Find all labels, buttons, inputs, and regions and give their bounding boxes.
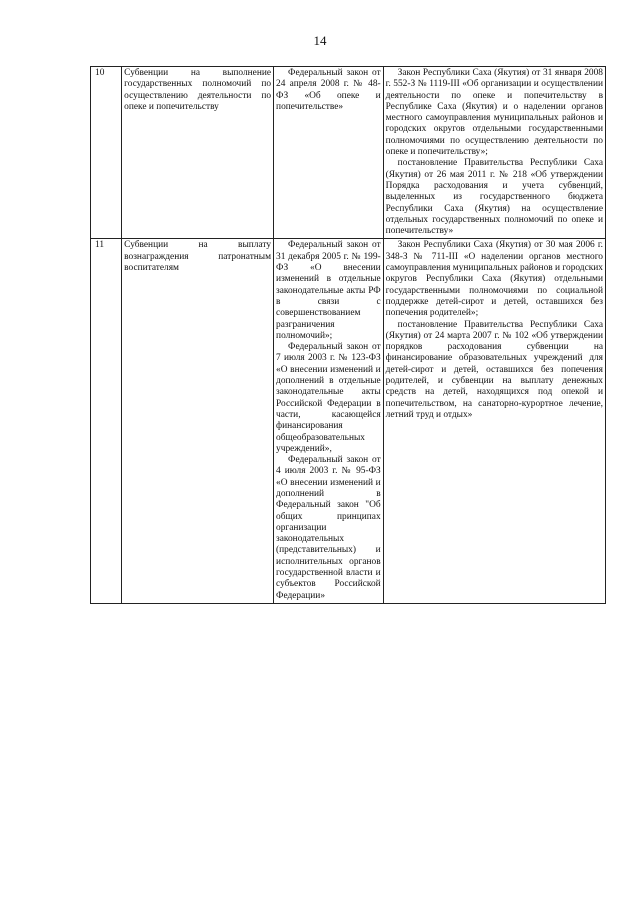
regional-law-paragraph: Закон Республики Саха (Якутия) от 30 мая 2006 г. 348-З № 711-III «О наделении органов местного самоуправления муниципальных районов и городских округов Республики Саха (Якутия) отдельными государственными полномочиями по социальной поддержке детей-сирот и детей, оставшихся без попечения родителей»; xyxy=(385,240,603,319)
table-row xyxy=(91,239,606,604)
federal-basis xyxy=(274,67,384,239)
regional-law-paragraph: постановление Правительства Республики Саха (Якутия) от 26 мая 2011 г. № 218 «Об утверждении Порядка расходования и учета субвенций, выделенных из государственного бюджета Республики Саха (Якутия) на осуществление отдельных государственных полномочий по опеке и попечительству» xyxy=(385,158,603,237)
regional-basis xyxy=(383,67,605,239)
federal-law-paragraph: Федеральный закон от 4 июля 2003 г. № 95-ФЗ «О внесении изменений и дополнений в Федеральный закон "Об общих принципах организации законодательных (представительных) и исполнительных органов государственной власти и субъектов Российской Федерации» xyxy=(276,455,381,601)
table-row xyxy=(91,67,606,239)
federal-basis xyxy=(274,239,384,604)
row-number: 10 xyxy=(91,67,122,239)
row-number: 11 xyxy=(91,239,122,604)
subsidy-name: Субвенции на выполнение государственных полномочий по осуществлению деятельности по опеке и попечительству xyxy=(122,67,274,239)
subsidy-name: Субвенции на выплату вознаграждения патронатным воспитателям xyxy=(122,239,274,604)
regional-law-paragraph: Закон Республики Саха (Якутия) от 31 января 2008 г. 552-З № 1119-III «Об организации и осуществлении деятельности по опеке и попечительству в Республике Саха (Якутия) и о наделении органов местного самоуправления муниципальных районов и городских округов отдельными государственными полномочиями по осуществлению деятельности по опеке и попечительству»; xyxy=(385,68,603,158)
federal-law-paragraph: Федеральный закон от 24 апреля 2008 г. № 48-ФЗ «Об опеке и попечительстве» xyxy=(276,68,381,112)
federal-law-paragraph: Федеральный закон от 31 декабря 2005 г. № 199-ФЗ «О внесении изменений в отдельные законодательные акты РФ в связи с совершенствованием разграничения полномочий»; xyxy=(276,240,381,341)
page-number: 14 xyxy=(313,33,327,48)
regional-basis xyxy=(383,239,605,604)
legal-basis-table xyxy=(90,66,606,604)
federal-law-paragraph: Федеральный закон от 7 июля 2003 г. № 123-ФЗ «О внесении изменений и дополнений в отдельные законодательные акты Российской Федерации в части, касающейся финансирования общеобразовательных учреждений», xyxy=(276,342,381,454)
regional-law-paragraph: постановление Правительства Республики Саха (Якутия) от 24 марта 2007 г. № 102 «Об утверждении порядков расходования субвенции на финансирование образовательных учреждений для детей-сирот и детей, оставшихся без попечения родителей, и субвенции на выплату денежных средств на детей, находящихся под опекой и попечительством, на санаторно-курортное лечение, летний труд и отдых» xyxy=(385,319,603,420)
